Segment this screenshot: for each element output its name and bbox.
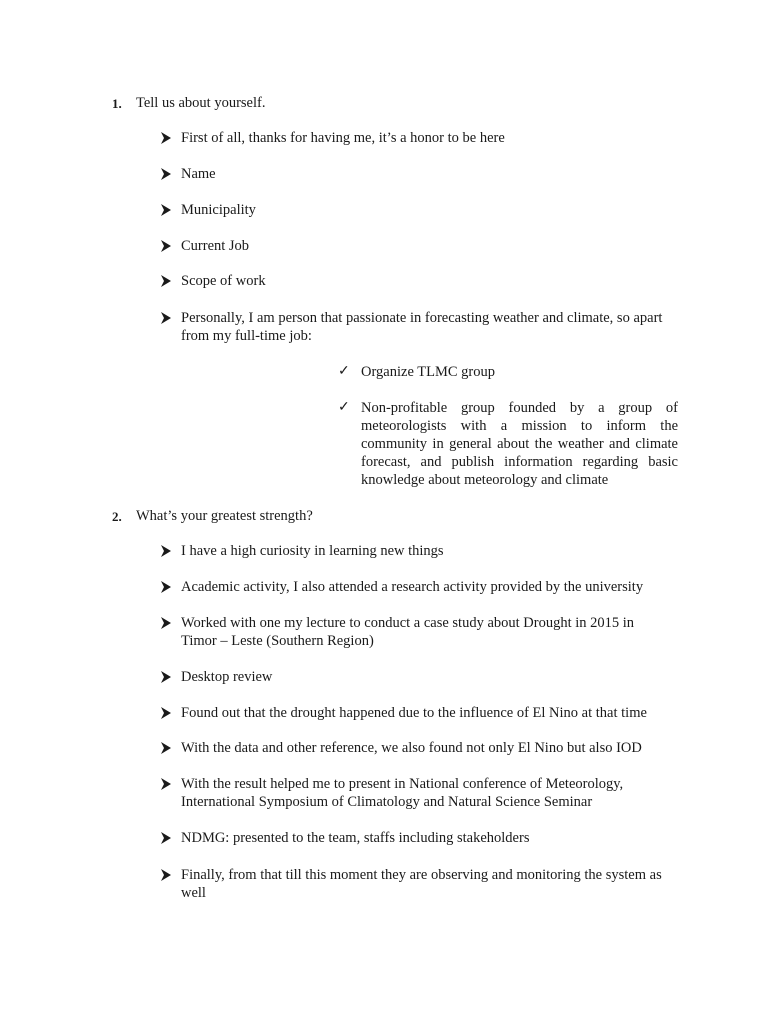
list-item-text: Found out that the drought happened due to the influence of El Nino at that time xyxy=(181,705,647,721)
checkmark-icon: ✓ xyxy=(338,364,350,379)
arrowhead-bullet-icon xyxy=(160,706,172,720)
sub-list-item-text: Non-profitable group founded by a group of meteorologists with a mission to inform the community in general about the weather and climate forecast, and publish information regarding basic knowledge about meteorology and climate xyxy=(361,400,678,488)
arrowhead-bullet-icon xyxy=(160,311,172,325)
section-1-number: 1. xyxy=(112,96,122,111)
arrowhead-bullet-icon xyxy=(160,580,172,594)
list-item-text: Academic activity, I also attended a research activity provided by the university xyxy=(181,579,644,595)
list-item-text: Personally, I am person that passionate in forecasting weather and climate, so apart from my full-time job: xyxy=(181,310,663,344)
section-2-number: 2. xyxy=(112,509,122,524)
arrowhead-bullet-icon xyxy=(160,167,172,181)
list-item-text: First of all, thanks for having me, it’s a honor to be here xyxy=(181,130,505,146)
arrowhead-bullet-icon xyxy=(160,741,172,755)
arrowhead-bullet-icon xyxy=(160,616,172,630)
list-item-text: Current Job xyxy=(181,238,250,254)
list-item-text: Desktop review xyxy=(181,669,273,685)
list-item-text: Worked with one my lecture to conduct a case study about Drought in 2015 in Timor – Leste (Southern Region) xyxy=(181,615,635,649)
section-1-title: Tell us about yourself. xyxy=(136,95,266,111)
arrowhead-bullet-icon xyxy=(160,239,172,253)
sub-list-item-text: Organize TLMC group xyxy=(361,364,495,380)
arrowhead-bullet-icon xyxy=(160,544,172,558)
list-item-text: Municipality xyxy=(181,202,256,218)
list-item-text: With the result helped me to present in National conference of Meteorology, International Symposium of Climatology and Natural Science Seminar xyxy=(181,776,624,810)
arrowhead-bullet-icon xyxy=(160,203,172,217)
arrowhead-bullet-icon xyxy=(160,868,172,882)
list-item-text: With the data and other reference, we also found not only El Nino but also IOD xyxy=(181,740,642,756)
list-item-text: NDMG: presented to the team, staffs including stakeholders xyxy=(181,830,530,846)
checkmark-icon: ✓ xyxy=(338,400,350,415)
arrowhead-bullet-icon xyxy=(160,274,172,288)
list-item-text: Finally, from that till this moment they are observing and monitoring the system as well xyxy=(181,867,662,901)
section-2-title: What’s your greatest strength? xyxy=(136,508,313,524)
list-item-text: Scope of work xyxy=(181,273,266,289)
arrowhead-bullet-icon xyxy=(160,670,172,684)
arrowhead-bullet-icon xyxy=(160,131,172,145)
list-item-text: I have a high curiosity in learning new things xyxy=(181,543,444,559)
arrowhead-bullet-icon xyxy=(160,777,172,791)
list-item-text: Name xyxy=(181,166,216,182)
arrowhead-bullet-icon xyxy=(160,831,172,845)
